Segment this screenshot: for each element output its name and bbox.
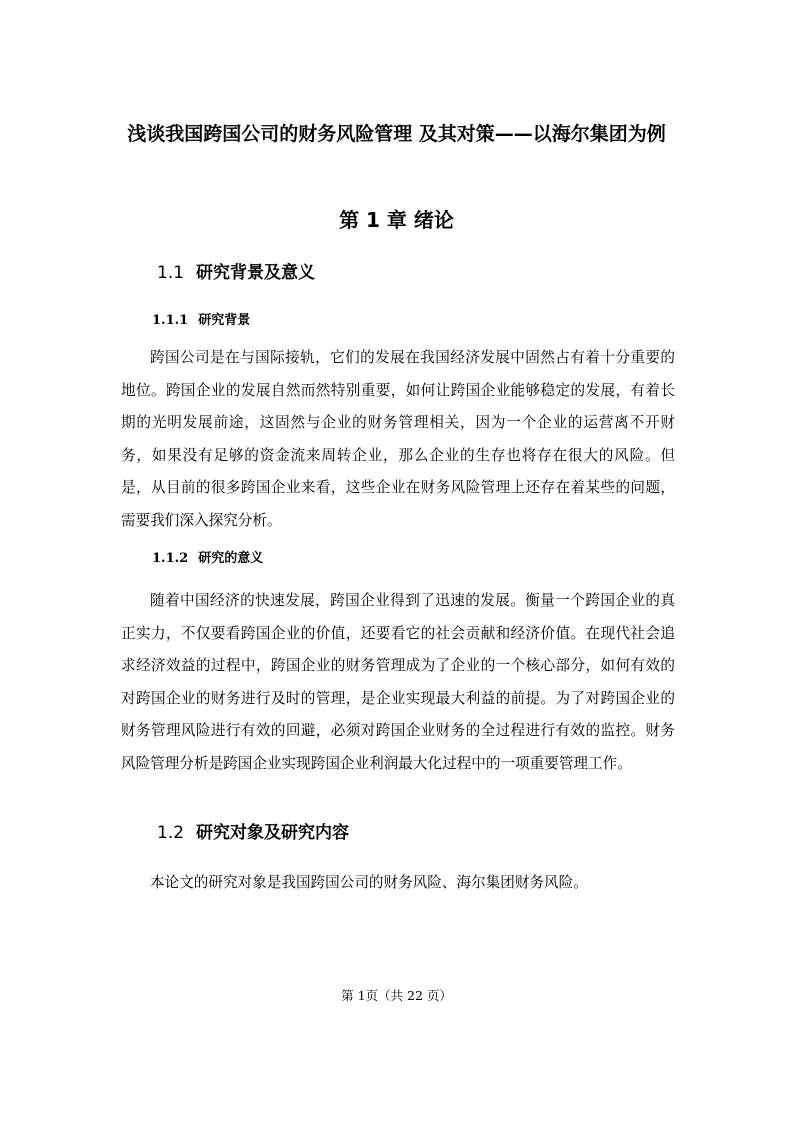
subsection-heading-1-1-1 [152,311,250,331]
section-heading-1-1 [157,260,315,286]
subsection-number: 1.1.2 [152,551,189,566]
document-title: 浅谈我国跨国公司的财务风险管理 及其对策——以海尔集团为例 [127,123,666,145]
chapter-title: 第 1 章 绪论 [339,208,454,232]
subsection-heading-1-1-2 [152,549,263,569]
section-number: 1.1 [157,263,185,283]
subsection-title: 研究背景 [198,313,251,328]
paragraph-background: 跨国公司是在与国际接轨，它们的发展在我国经济发展中固然占有着十分重要的地位。跨国企业的发展自然而然特别重要，如何让跨国企业能够稳定的发展，有着长期的光明发展前途，这固然与企业的财务管理相关，因为一个企业的运营离不开财务，如果没有足够的资金流来周转企业，那么企业的生存也将存在很大的风险。但是，从目前的很多跨国企业来看，这些企业在财务风险管理上还存在着某些的问题，需要我们深入探究分析。 [121,349,675,529]
section-title: 研究背景及意义 [196,263,316,283]
subsection-title: 研究的意义 [198,551,264,566]
subsection-number: 1.1.1 [152,313,189,328]
section-heading-1-2 [157,820,349,846]
section-title: 研究对象及研究内容 [196,823,350,843]
paragraph-research-object: 本论文的研究对象是我国跨国公司的财务风险、海尔集团财务风险。 [150,874,588,891]
paragraph-significance: 随着中国经济的快速发展，跨国企业得到了迅速的发展。衡量一个跨国企业的真正实力，不仅要看跨国企业的价值，还要看它的社会贡献和经济价值。在现代社会追求经济效益的过程中，跨国企业的财务管理成为了企业的一个核心部分，如何有效的对跨国企业的财务进行及时的管理，是企业实现最大利益的前提。为了对跨国企业的财务管理风险进行有效的回避，必须对跨国企业财务的全过程进行有效的监控。财务风险管理分析是跨国企业实现跨国企业利润最大化过程中的一项重要管理工作。 [121,592,675,772]
page-footer: 第 1页（共 22 页） [341,988,452,1003]
section-number: 1.2 [157,823,185,843]
